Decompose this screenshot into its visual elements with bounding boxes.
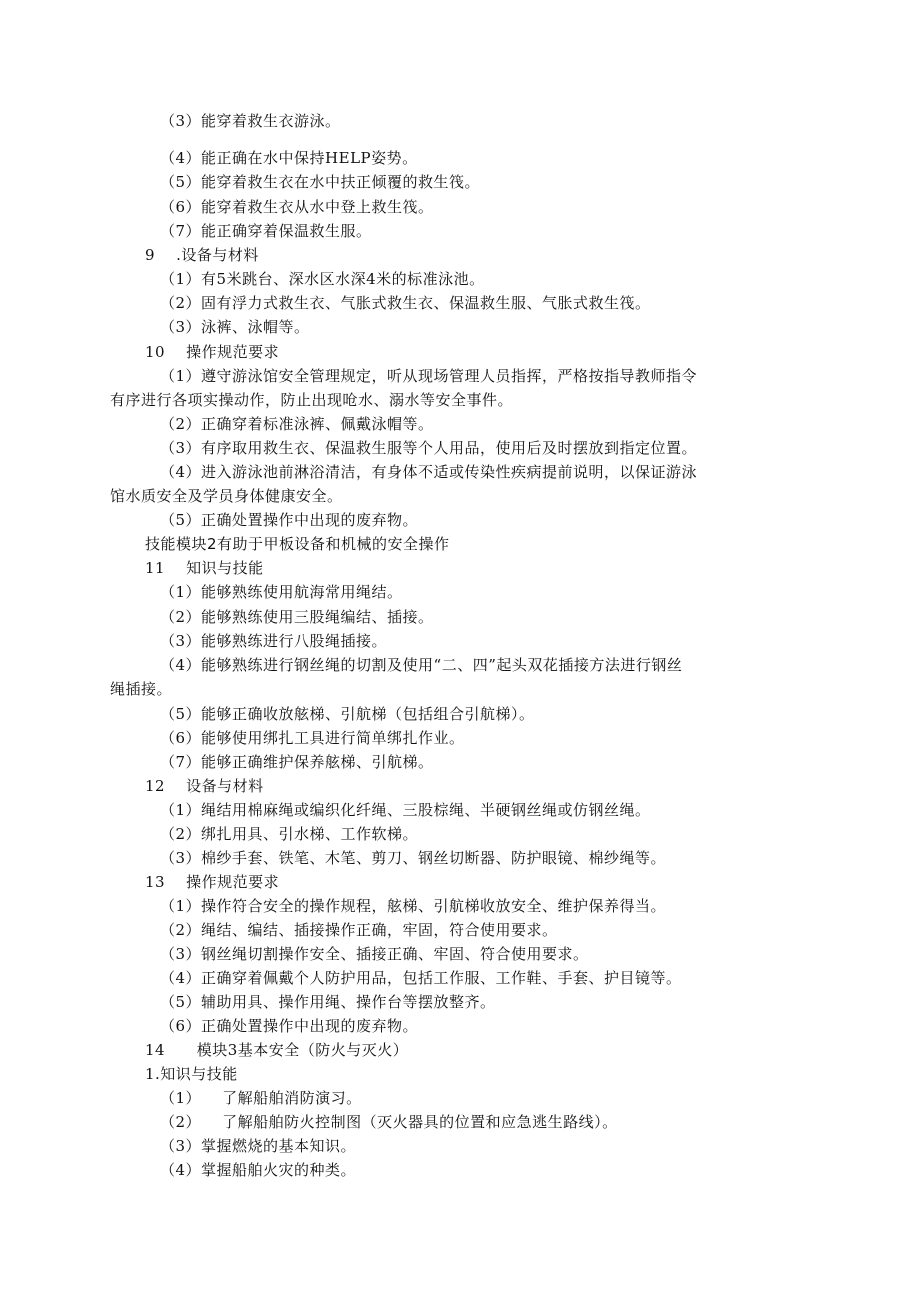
list-item: （4）能够熟练进行钢丝绳的切割及使用“二、四”起头双花插接方法进行钢丝 (160, 656, 683, 674)
list-item: （4）进入游泳池前淋浴清洁，有身体不适或传染性疾病提前说明，以保证游泳 (160, 463, 698, 481)
list-item: （3）能穿着救生衣游泳。 (160, 112, 341, 130)
list-item: （7）能够正确维护保养舷梯、引航梯。 (160, 753, 434, 771)
list-item: （5）辅助用具、操作用绳、操作台等摆放整齐。 (160, 993, 496, 1011)
list-item: （1）能够熟练使用航海常用绳结。 (160, 583, 403, 601)
list-item: （5）能穿着救生衣在水中扶正倾覆的救生筏。 (160, 173, 481, 191)
section-heading: 14 模块3基本安全（防火与灭火） (145, 1041, 409, 1059)
list-item: （2）绳结、编结、插接操作正确，牢固，符合使用要求。 (160, 921, 558, 939)
list-item: （2）固有浮力式救生衣、气胀式救生衣、保温救生服、气胀式救生筏。 (160, 294, 651, 312)
module-heading: 技能模块2有助于甲板设备和机械的安全操作 (145, 535, 450, 553)
list-item: （4）能正确在水中保持HELP姿势。 (160, 149, 418, 167)
list-item-continuation: 绳插接。 (110, 680, 173, 698)
list-item: （3）掌握燃烧的基本知识。 (160, 1137, 357, 1155)
list-item: （6）能穿着救生衣从水中登上救生筏。 (160, 198, 434, 216)
list-item: （5）正确处置操作中出现的废弃物。 (160, 511, 419, 529)
list-item: （4）掌握船舶火灾的种类。 (160, 1161, 357, 1179)
list-item: （3）泳裤、泳帽等。 (160, 318, 310, 336)
list-item: （1）有5米跳台、深水区水深4米的标准泳池。 (160, 270, 485, 288)
section-heading: 1.知识与技能 (145, 1065, 238, 1083)
section-heading: 10 操作规范要求 (145, 343, 280, 361)
list-item: （1）绳结用棉麻绳或编织化纤绳、三股棕绳、半硬钢丝绳或仿钢丝绳。 (160, 801, 651, 819)
list-item: （2）正确穿着标准泳裤、佩戴泳帽等。 (160, 415, 434, 433)
section-heading: 13 操作规范要求 (145, 873, 280, 891)
list-item: （2） 了解船舶防火控制图（灭火器具的位置和应急逃生路线）。 (160, 1113, 618, 1131)
list-item: （2）能够熟练使用三股绳编结、插接。 (160, 608, 434, 626)
list-item: （3）有序取用救生衣、保温救生服等个人用品，使用后及时摆放到指定位置。 (160, 439, 698, 457)
list-item: （1） 了解船舶消防演习。 (160, 1089, 362, 1107)
list-item: （6）能够使用绑扎工具进行简单绑扎作业。 (160, 729, 465, 747)
list-item: （3）棉纱手套、铁笔、木笔、剪刀、钢丝切断器、防护眼镜、棉纱绳等。 (160, 849, 667, 867)
section-heading: 9 .设备与材料 (145, 246, 259, 264)
section-heading: 12 设备与材料 (145, 777, 264, 795)
list-item-continuation: 馆水质安全及学员身体健康安全。 (110, 487, 343, 505)
list-item: （1）操作符合安全的操作规程，舷梯、引航梯收放安全、维护保养得当。 (160, 897, 667, 915)
list-item: （1）遵守游泳馆安全管理规定，听从现场管理人员指挥，严格按指导教师指令 (160, 367, 698, 385)
section-heading: 11 知识与技能 (145, 559, 264, 577)
list-item-continuation: 有序进行各项实操动作，防止出现呛水、溺水等安全事件。 (110, 391, 514, 409)
list-item: （6）正确处置操作中出现的废弃物。 (160, 1017, 419, 1035)
list-item: （3）钢丝绳切割操作安全、插接正确、牢固、符合使用要求。 (160, 945, 589, 963)
list-item: （2）绑扎用具、引水梯、工作软梯。 (160, 825, 419, 843)
list-item: （7）能正确穿着保温救生服。 (160, 222, 372, 240)
list-item: （3）能够熟练进行八股绳插接。 (160, 632, 388, 650)
list-item: （4）正确穿着佩戴个人防护用品，包括工作服、工作鞋、手套、护目镜等。 (160, 969, 682, 987)
list-item: （5）能够正确收放舷梯、引航梯（包括组合引航梯）。 (160, 705, 535, 723)
